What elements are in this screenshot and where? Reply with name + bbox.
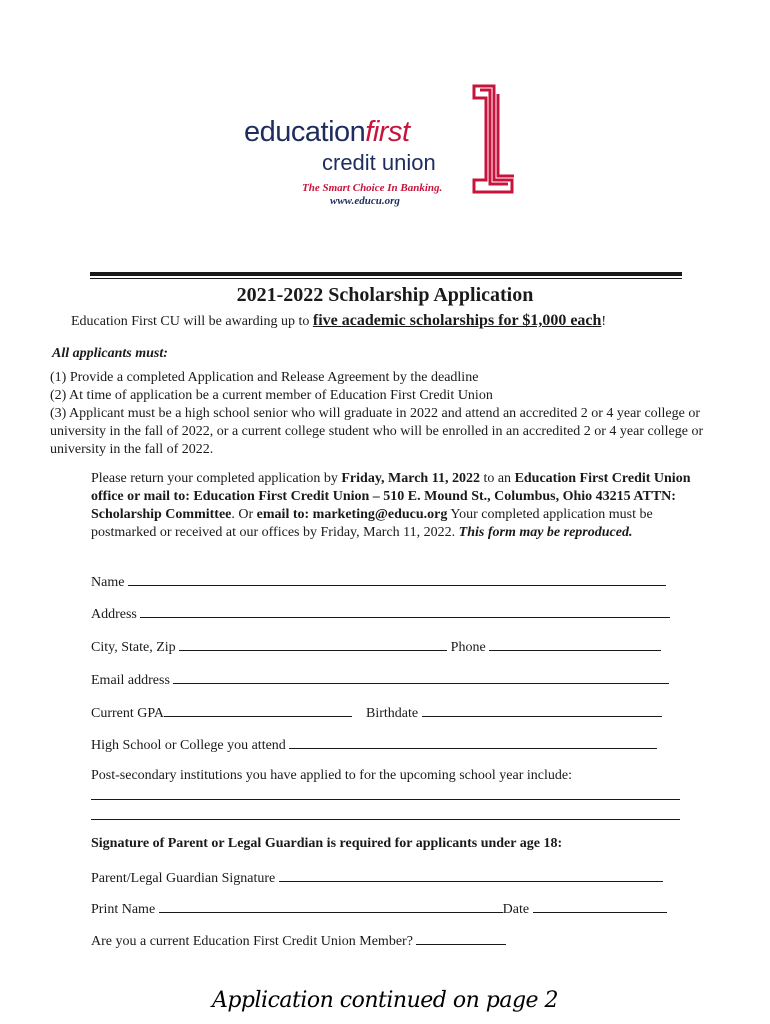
signature-notice: Signature of Parent or Legal Guardian is required for applicants under age 18: xyxy=(91,836,563,851)
school-label: High School or College you attend xyxy=(91,738,286,753)
city-state-zip-blank[interactable] xyxy=(179,636,447,651)
logo-wordmark xyxy=(244,116,410,149)
header-rule-thin xyxy=(90,278,682,279)
gpa-label: Current GPA xyxy=(91,706,164,721)
email-label: Email address xyxy=(91,673,170,688)
school-blank[interactable] xyxy=(289,734,657,749)
logo-word-first: first xyxy=(365,116,410,148)
postsecondary-label: Post-secondary institutions you have applied to for the upcoming school year include: xyxy=(91,768,572,783)
continued-footer: Application continued on page 2 xyxy=(211,988,559,1013)
intro-text: Education First CU will be awarding up to five academic scholarships for $1,000 each! xyxy=(71,312,607,329)
logo-word-education: education xyxy=(244,116,366,148)
logo-numeral-one-icon xyxy=(472,84,516,194)
email-field[interactable] xyxy=(91,669,669,690)
intro-emphasis: five academic scholarships for $1,000 each xyxy=(312,312,602,329)
logo-credit-union: credit union xyxy=(322,150,436,175)
address-field[interactable] xyxy=(91,603,670,624)
member-question-label: Are you a current Education First Credit Union Member? xyxy=(91,934,413,949)
header-rule-thick xyxy=(90,272,682,276)
education-first-logo xyxy=(244,84,524,208)
guardian-signature-field[interactable] xyxy=(91,867,663,888)
logo-tagline: The Smart Choice In Banking. xyxy=(302,182,443,194)
address-label: Address xyxy=(91,607,137,622)
postsecondary-blank-2[interactable] xyxy=(91,819,680,820)
print-name-label: Print Name xyxy=(91,902,156,917)
requirement-item: (3) Applicant must be a high school senior who will graduate in 2022 and attend an accredited 2 or 4 year college or university in the fall of 2022, or a current college student who will be enrolled in an accredited 2 or 4 year college or university in the fall of 2022. xyxy=(50,406,704,457)
postsecondary-blank-1[interactable] xyxy=(91,799,680,800)
name-field[interactable] xyxy=(91,571,666,592)
city-state-zip-label: City, State, Zip xyxy=(91,640,176,655)
email-blank[interactable] xyxy=(173,669,669,684)
print-name-blank[interactable] xyxy=(159,898,503,913)
phone-label: Phone xyxy=(450,640,486,655)
gpa-blank[interactable] xyxy=(164,702,352,717)
birthdate-label: Birthdate xyxy=(366,706,419,721)
gpa-birthdate-field[interactable] xyxy=(91,702,662,723)
requirement-item: (1) Provide a completed Application and Release Agreement by the deadline xyxy=(50,370,479,385)
address-blank[interactable] xyxy=(140,603,670,618)
requirement-item: (2) At time of application be a current member of Education First Credit Union xyxy=(50,388,493,403)
member-question-field[interactable] xyxy=(91,930,506,951)
date-blank[interactable] xyxy=(533,898,667,913)
name-blank[interactable] xyxy=(128,571,666,586)
logo-url: www.educu.org xyxy=(330,195,400,207)
name-label: Name xyxy=(91,575,125,590)
birthdate-blank[interactable] xyxy=(422,702,662,717)
guardian-signature-label: Parent/Legal Guardian Signature xyxy=(91,871,276,886)
school-field[interactable] xyxy=(91,734,657,755)
requirements-heading: All applicants must: xyxy=(52,346,168,361)
guardian-signature-blank[interactable] xyxy=(279,867,663,882)
phone-blank[interactable] xyxy=(489,636,661,651)
print-name-field[interactable] xyxy=(91,898,667,919)
page-title: 2021-2022 Scholarship Application xyxy=(236,284,534,306)
submission-instructions: Please return your completed application by Friday, March 11, 2022 to an Education First Credit Union office or mail to: Education First Credit Union – 510 E. Mound St., Columbus, Ohio 43215 ATTN: Scholarship Committee. Or email to: marketing@educu.org Your completed application must be postmarked or received at our offices by Friday, March 11, 2022. This form may be reproduced. xyxy=(91,471,691,540)
date-label: Date xyxy=(502,902,530,917)
city-state-zip-field[interactable] xyxy=(91,636,661,657)
member-answer-blank[interactable] xyxy=(416,930,506,945)
